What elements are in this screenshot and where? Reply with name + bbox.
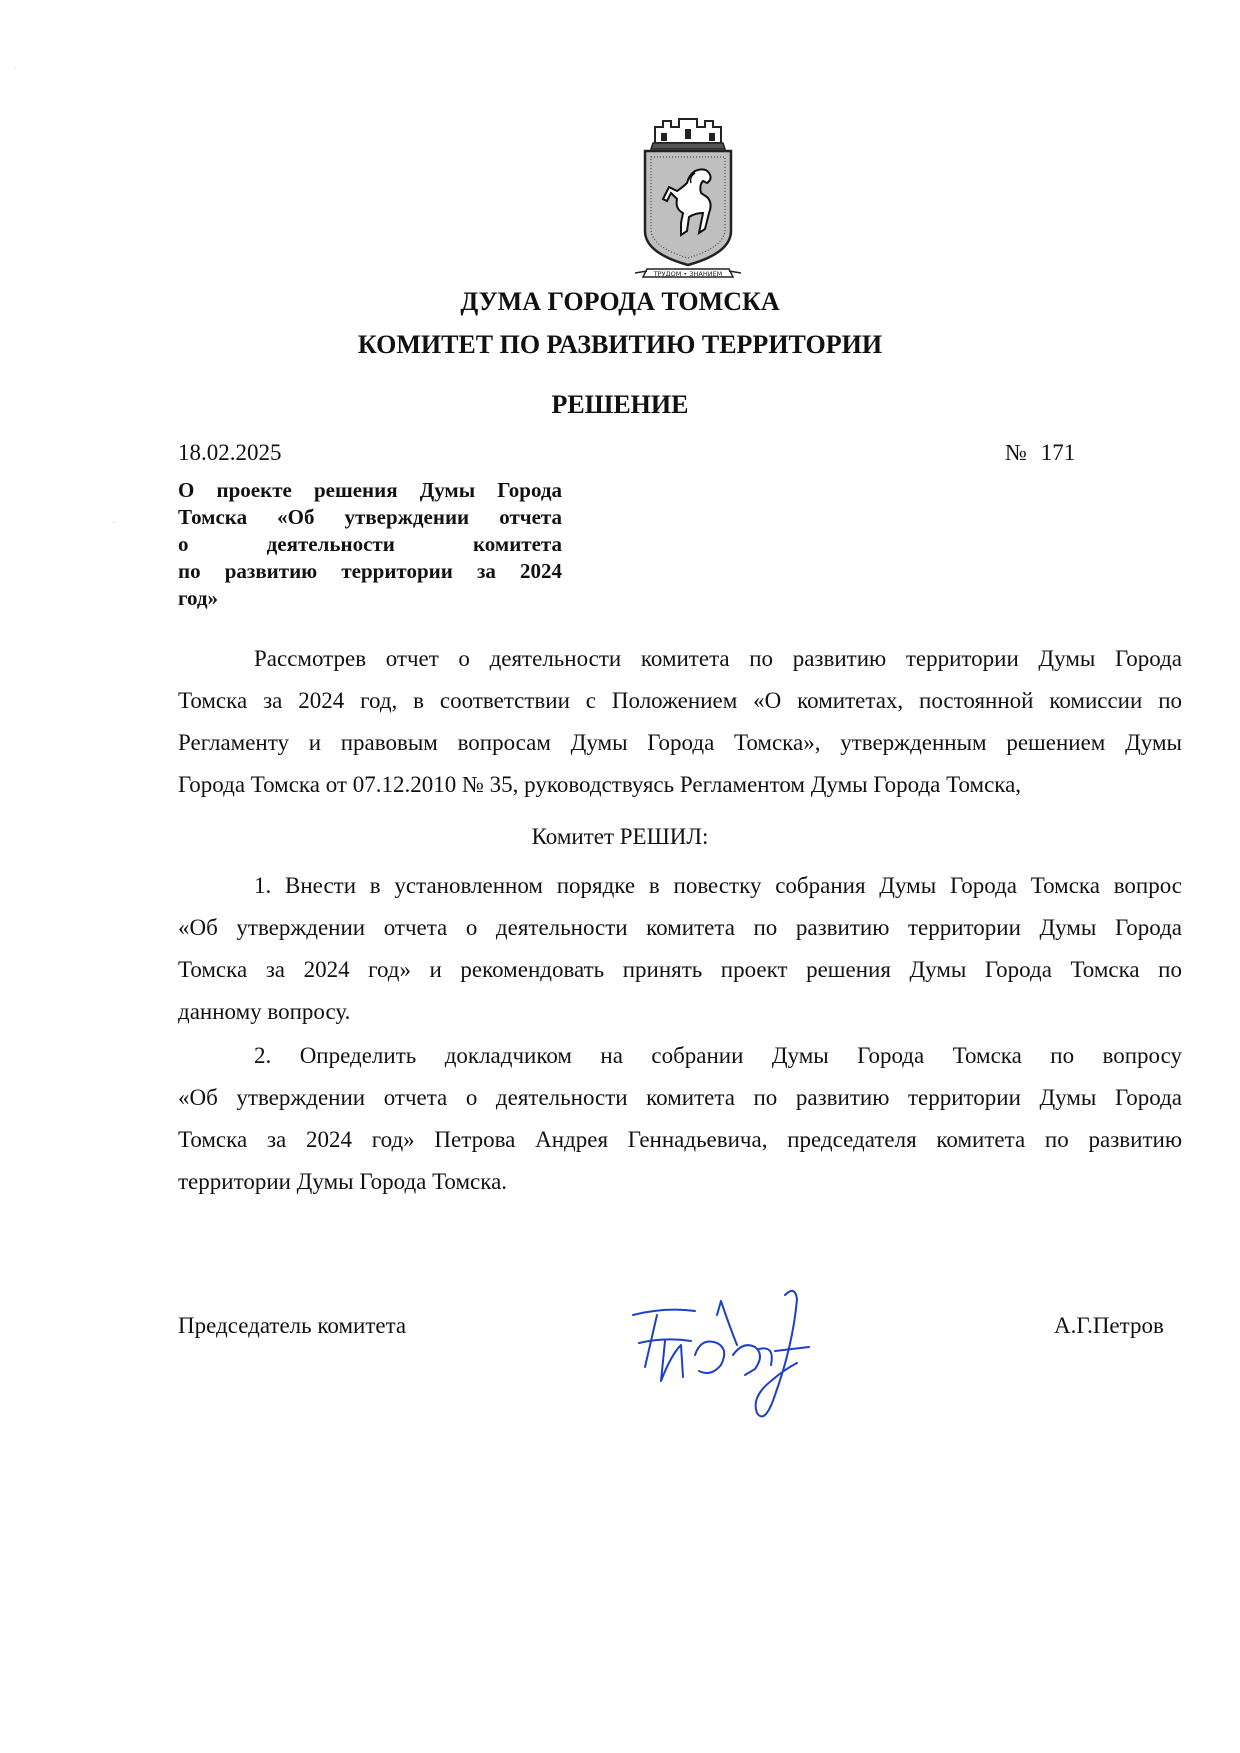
- subject-line: О проекте решения Думы Города: [178, 478, 562, 502]
- paragraph-line: Рассмотрев отчет о деятельности комитета по развитию территории Думы Города: [254, 646, 1182, 671]
- signer-position: Председатель комитета: [178, 1313, 407, 1338]
- signer-name: А.Г.Петров: [1054, 1313, 1164, 1338]
- committee-title: КОМИТЕТ ПО РАЗВИТИЮ ТЕРРИТОРИИ: [357, 330, 883, 359]
- paragraph-line: территории Думы Города Томска.: [178, 1169, 508, 1194]
- crest-motto: ТРУДОМ • ЗНАНИЕМ: [653, 270, 723, 278]
- decision-item-1: [178, 865, 1182, 1033]
- paragraph-line: Томска за 2024 год» и рекомендовать принять проект решения Думы Города Томска по: [178, 957, 1182, 982]
- coat-of-arms-emblem: [633, 113, 743, 283]
- paragraph-line: «Об утверждении отчета о деятельности комитета по развитию территории Думы Города: [178, 1085, 1182, 1110]
- document-number: № 171: [1005, 440, 1076, 465]
- scan-speck: ·: [14, 64, 18, 75]
- paragraph-line: Томска за 2024 год» Петрова Андрея Геннадьевича, председателя комитета по развитию: [178, 1127, 1182, 1152]
- preamble-paragraph: [178, 638, 1182, 806]
- paragraph-line: Города Томска от 07.12.2010 № 35, руководствуясь Регламентом Думы Города Томска,: [178, 772, 1022, 797]
- paragraph-line: Регламенту и правовым вопросам Думы Города Томска», утвержденным решением Думы: [178, 730, 1182, 755]
- subject-line: о деятельности комитета: [178, 532, 562, 556]
- document-subject: [178, 477, 562, 612]
- subject-line: по развитию территории за 2024: [178, 559, 562, 583]
- paragraph-line: Томска за 2024 год, в соответствии с Положением «О комитетах, постоянной комиссии по: [178, 688, 1182, 713]
- document-type-title: РЕШЕНИЕ: [551, 390, 689, 419]
- decision-item-2: [178, 1035, 1182, 1203]
- resolved-heading: Комитет РЕШИЛ:: [531, 824, 709, 849]
- paragraph-line: данному вопросу.: [178, 999, 351, 1024]
- organization-title: ДУМА ГОРОДА ТОМСКА: [460, 287, 780, 316]
- subject-line: год»: [178, 586, 219, 610]
- handwritten-signature-icon: [625, 1285, 855, 1430]
- paragraph-line: «Об утверждении отчета о деятельности комитета по развитию территории Думы Города: [178, 915, 1182, 940]
- paragraph-line: 2. Определить докладчиком на собрании Думы Города Томска по вопросу: [254, 1043, 1182, 1068]
- paragraph-line: 1. Внести в установленном порядке в повестку собрания Думы Города Томска вопрос: [254, 873, 1182, 898]
- document-date: 18.02.2025: [178, 440, 282, 465]
- scan-speck: ·: [112, 518, 116, 529]
- subject-line: Томска «Об утверждении отчета: [178, 505, 562, 529]
